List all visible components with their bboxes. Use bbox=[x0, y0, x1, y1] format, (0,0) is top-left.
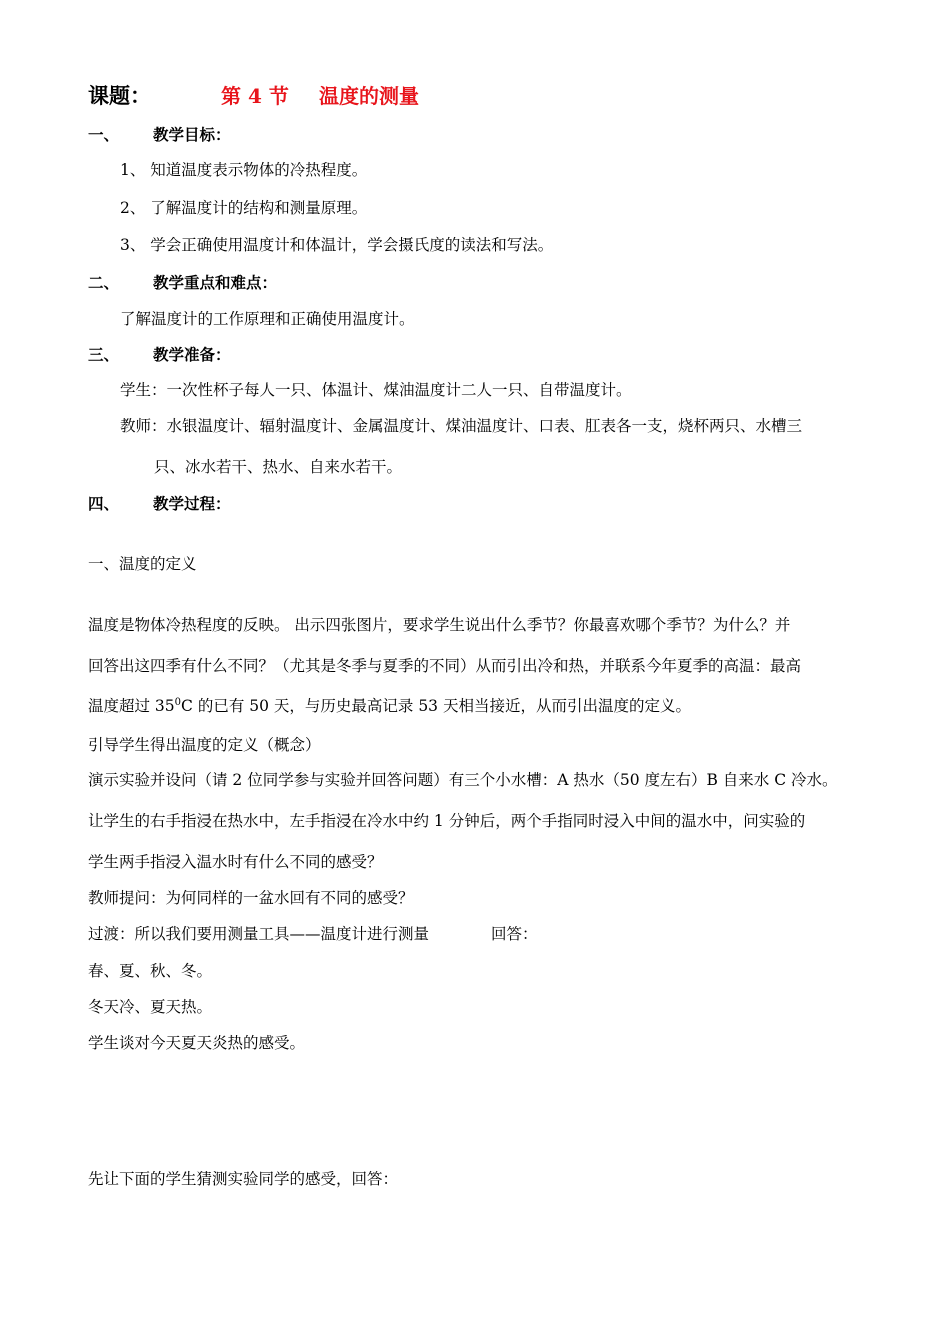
demo-line: 演示实验并设问（请 2 位同学参与实验并回答问题）有三个小水槽：A 热水（50 度左右）B 自来水 C 冷水。 bbox=[88, 771, 838, 789]
answer-item: 学生谈对今天夏天炎热的感受。 bbox=[88, 1034, 306, 1052]
title-label: 课题： bbox=[88, 83, 151, 108]
paragraph-line bbox=[88, 694, 691, 716]
section-3-number: 三、 bbox=[88, 345, 120, 364]
guide-text: 引导学生得出温度的定义（概念） bbox=[88, 736, 321, 754]
temperature-text-a: 温度超过 35 bbox=[88, 697, 175, 715]
answer-label: 回答： bbox=[491, 925, 538, 943]
prep-teacher-line-1: 教师：水银温度计、辐射温度计、金属温度计、煤油温度计、口表、肛表各一支，烧杯两只、水槽三 bbox=[120, 417, 803, 435]
prep-students: 学生：一次性杯子每人一只、体温计、煤油温度计二人一只、自带温度计。 bbox=[120, 381, 632, 399]
paragraph-line: 回答出这四季有什么不同？（尤其是冬季与夏季的不同）从而引出冷和热，并联系今年夏季的高温：最高 bbox=[88, 657, 802, 675]
teacher-question: 教师提问：为何同样的一盆水回有不同的感受？ bbox=[88, 889, 414, 907]
demo-line: 让学生的右手指浸在热水中，左手指浸在冷水中约 1 分钟后，两个手指同时浸入中间的温水中，问实验的 bbox=[88, 812, 806, 830]
section-1-heading: 教学目标： bbox=[153, 125, 231, 144]
section-2-heading: 教学重点和难点： bbox=[153, 273, 278, 292]
goal-item: 1、 知道温度表示物体的冷热程度。 bbox=[120, 161, 368, 179]
section-4-heading: 教学过程： bbox=[153, 494, 231, 513]
section-1-number: 一、 bbox=[88, 125, 120, 144]
section-3-heading: 教学准备： bbox=[153, 345, 231, 364]
prep-teacher-line-2: 只、冰水若干、热水、自来水若干。 bbox=[154, 458, 403, 476]
section-2-number: 二、 bbox=[88, 273, 120, 292]
section-4-number: 四、 bbox=[88, 494, 120, 513]
demo-line: 学生两手指浸入温水时有什么不同的感受？ bbox=[88, 853, 383, 871]
answer-item: 春、夏、秋、冬。 bbox=[88, 962, 213, 980]
superscript: 0 bbox=[174, 696, 182, 708]
transition-text: 过渡：所以我们要用测量工具——温度计进行测量 bbox=[88, 925, 430, 943]
goal-item: 2、 了解温度计的结构和测量原理。 bbox=[120, 199, 368, 217]
answer-item: 冬天冷、夏天热。 bbox=[88, 998, 213, 1016]
temperature-text-b: C 的已有 50 天，与历史最高记录 53 天相当接近，从而引出温度的定义。 bbox=[181, 697, 691, 715]
page-title: 温度的测量 bbox=[319, 84, 419, 108]
key-points-text: 了解温度计的工作原理和正确使用温度计。 bbox=[120, 310, 415, 328]
section-number: 第 4 节 bbox=[221, 84, 289, 108]
guess-text: 先让下面的学生猜测实验同学的感受，回答： bbox=[88, 1170, 399, 1188]
process-subheading: 一、温度的定义 bbox=[88, 555, 197, 573]
goal-item: 3、 学会正确使用温度计和体温计，学会摄氏度的读法和写法。 bbox=[120, 236, 554, 254]
paragraph-line: 温度是物体冷热程度的反映。 出示四张图片，要求学生说出什么季节？你最喜欢哪个季节？为什么？并 bbox=[88, 616, 791, 634]
